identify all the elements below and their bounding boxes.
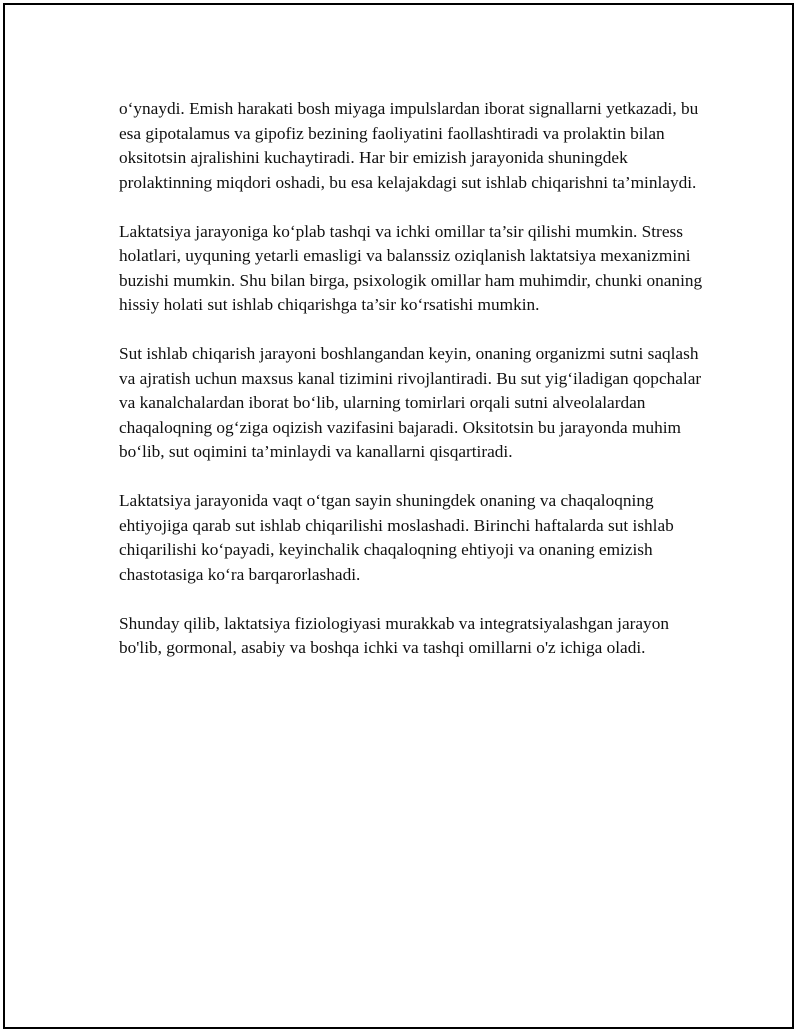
paragraph-1: o‘ynaydi. Emish harakati bosh miyaga impulslardan iborat signallarni yetkazadi, bu esa gipotalamus va gipofiz bezining faoliyatini faollashtiradi va prolaktin bilan oksitotsin ajralishini kuchaytiradi. Har bir emizish jarayonida shuningdek prolaktinning miqdori oshadi, bu esa kelajakdagi sut ishlab chiqarishni ta’minlaydi. (119, 99, 699, 192)
document-body (119, 97, 704, 685)
paragraph-5: Shunday qilib, laktatsiya fiziologiyasi murakkab va integratsiyalashgan jarayon bo'lib, gormonal, asabiy va boshqa ichki va tashqi omillarni o'z ichiga oladi. (119, 613, 669, 657)
paragraph-2: Laktatsiya jarayoniga ko‘plab tashqi va ichki omillar ta’sir qilishi mumkin. Stress holatlari, uyquning yetarli emasligi va balanssiz oziqlanish laktatsiya mexanizmini buzishi mumkin. Shu bilan birga, psixologik omillar ham muhimdir, chunki onaning hissiy holati sut ishlab chiqarishga ta’sir ko‘rsatishi mumkin. (119, 221, 703, 314)
paragraph-3: Sut ishlab chiqarish jarayoni boshlangandan keyin, onaning organizmi sutni saqlash va ajratish uchun maxsus kanal tizimini rivojlantiradi. Bu sut yig‘iladigan qopchalar va kanalchalardan iborat bo‘lib, ularning tomirlari orqali sutni alveolalardan chaqaloqning og‘ziga oqizish vazifasini bajaradi. Oksitotsin bu jarayonda muhim bo‘lib, sut oqimini ta’minlaydi va kanallarni qisqartiradi. (119, 344, 702, 461)
page-frame (3, 3, 794, 1029)
paragraph-4: Laktatsiya jarayonida vaqt o‘tgan sayin shuningdek onaning va chaqaloqning ehtiyojiga qarab sut ishlab chiqarilishi moslashadi. Birinchi haftalarda sut ishlab chiqarilishi ko‘payadi, keyinchalik chaqaloqning ehtiyoji va onaning emizish chastotasiga ko‘ra barqarorlashadi. (119, 491, 674, 584)
